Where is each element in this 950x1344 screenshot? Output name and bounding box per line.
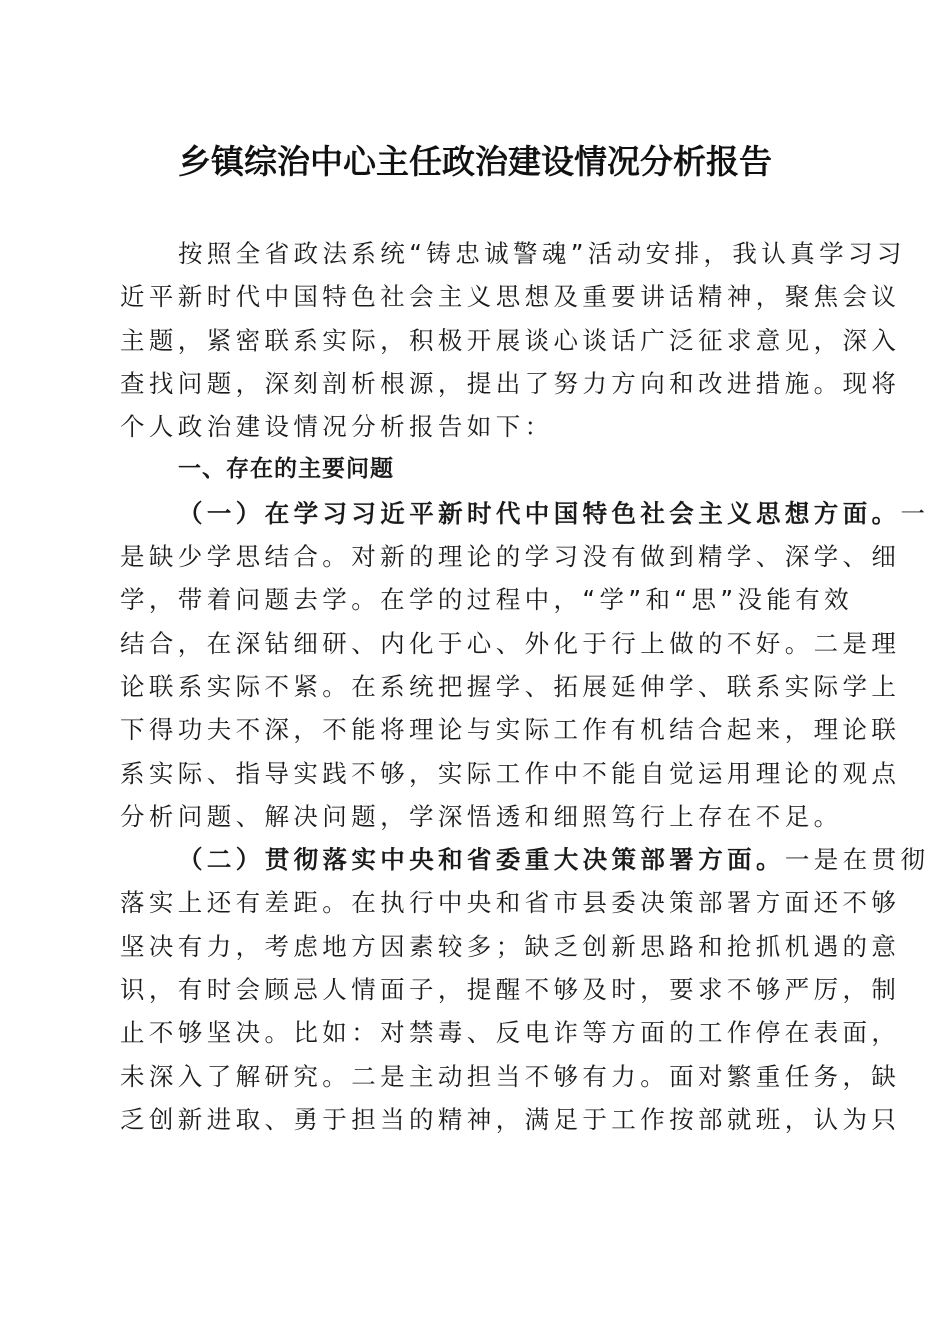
paragraph-line: 下得功夫不深，不能将理论与实际工作有机结合起来，理论联 bbox=[120, 715, 901, 745]
paragraph-line: 乏创新进取、勇于担当的精神，满足于工作按部就班，认为只 bbox=[120, 1104, 901, 1134]
paragraph-line: 查找问题，深刻剖析根源，提出了努力方向和改进措施。现将 bbox=[120, 368, 901, 398]
paragraph-text: 一是在贯彻 bbox=[784, 845, 930, 875]
document-title: 乡镇综治中心主任政治建设情况分析报告 bbox=[178, 142, 772, 181]
paragraph-line: 论联系实际不紧。在系统把握学、拓展延伸学、联系实际学上 bbox=[120, 671, 901, 701]
paragraph-line: 按照全省政法系统“铸忠诚警魂”活动安排，我认真学习习 bbox=[178, 239, 906, 268]
subsection-first-line bbox=[120, 838, 930, 881]
paragraph-line: 学，带着问题去学。在学的过程中，“学”和“思”没能有效 bbox=[120, 585, 854, 615]
subsection-heading: （一）在学习习近平新时代中国特色社会主义思想方面。 bbox=[178, 498, 901, 528]
paragraph-line: 是缺少学思结合。对新的理论的学习没有做到精学、深学、细 bbox=[120, 542, 901, 572]
paragraph-line: 分析问题、解决问题，学深悟透和细照笃行上存在不足。 bbox=[120, 801, 843, 831]
subsection-heading: （二）贯彻落实中央和省委重大决策部署方面。 bbox=[178, 845, 785, 875]
paragraph-line: 落实上还有差距。在执行中央和省市县委决策部署方面还不够 bbox=[120, 888, 901, 918]
paragraph-line: 识，有时会顾忌人情面子，提醒不够及时，要求不够严厉，制 bbox=[120, 975, 901, 1005]
subsection-first-line bbox=[120, 492, 930, 535]
paragraph-line: 止不够坚决。比如：对禁毒、反电诈等方面的工作停在表面， bbox=[120, 1018, 901, 1048]
paragraph-line: 结合，在深钻细研、内化于心、外化于行上做的不好。二是理 bbox=[120, 628, 901, 658]
paragraph-line: 坚决有力，考虑地方因素较多；缺乏创新思路和抢抓机遇的意 bbox=[120, 931, 901, 961]
paragraph-line: 主题，紧密联系实际，积极开展谈心谈话广泛征求意见，深入 bbox=[120, 325, 901, 355]
paragraph-line: 系实际、指导实践不够，实际工作中不能自觉运用理论的观点 bbox=[120, 758, 901, 788]
document-body bbox=[120, 232, 930, 1141]
paragraph-line: 未深入了解研究。二是主动担当不够有力。面对繁重任务，缺 bbox=[120, 1061, 901, 1091]
paragraph-line: 近平新时代中国特色社会主义思想及重要讲话精神，聚焦会议 bbox=[120, 282, 901, 312]
paragraph-line: 个人政治建设情况分析报告如下： bbox=[120, 412, 554, 442]
paragraph-text: 一 bbox=[900, 498, 930, 528]
section-heading: 一、存在的主要问题 bbox=[178, 456, 394, 483]
